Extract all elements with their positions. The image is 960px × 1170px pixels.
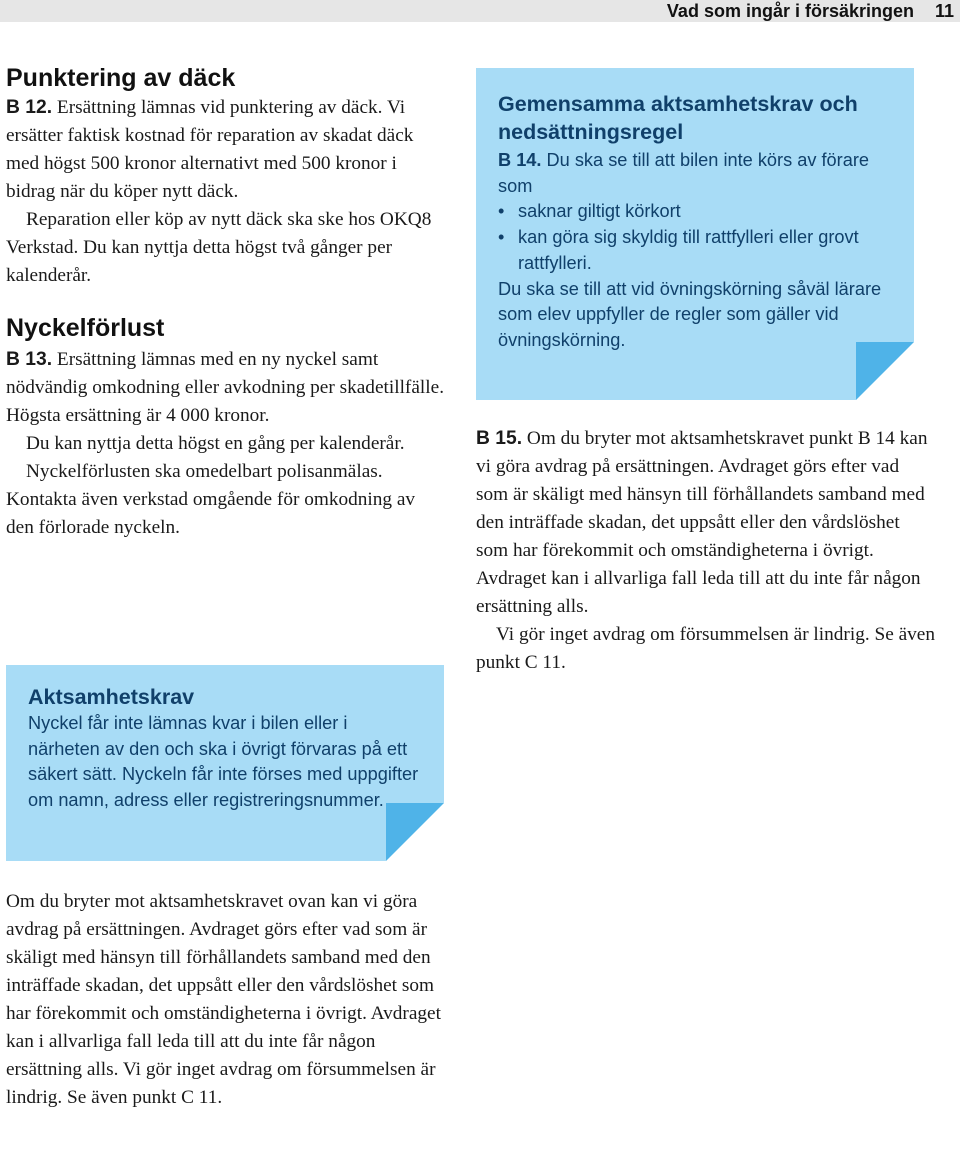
paragraph-b15-2: Vi gör inget avdrag om försummelsen är lindrig. Se även punkt C 11. — [476, 624, 935, 673]
paragraph-nyckel-2: Du kan nyttja detta högst en gång per kalenderår. — [26, 433, 405, 454]
heading-nyckelforlust: Nyckelförlust — [6, 314, 165, 342]
page-fold-corner — [856, 342, 914, 400]
list-item — [498, 225, 894, 276]
section-title: Vad som ingår i försäkringen — [666, 1, 914, 21]
clause-number-b15: B 15. — [476, 428, 523, 449]
clause-text-b15: Om du bryter mot aktsamhetskravet punkt B 14 kan vi göra avdrag på ersättningen. Avdraget görs efter vad som är skäligt med hänsyn till förhållandets samband med den inträffade skadan, det uppsått eller den vårdslöshet som har förekommit och omständigheterna i övrigt. Avdraget kan i allvarliga fall leda till att du inte får någon ersättning alls. — [476, 428, 928, 617]
page-fold-corner — [386, 803, 444, 861]
bullet-icon: • — [498, 201, 505, 222]
clause-number-b13: B 13. — [6, 349, 53, 370]
page-number: 11 — [934, 1, 954, 21]
paragraph-b14 — [498, 148, 894, 199]
paragraph-nyckel-3: Nyckelförlusten ska omedelbart polisanmälas. Kontakta även verkstad omgående för omkodning av den förlorade nyckeln. — [6, 461, 416, 538]
aktsamhet-consequence-block — [6, 888, 446, 1112]
list-item-text: saknar giltigt körkort — [518, 201, 681, 222]
aktsamhetskrav-box — [6, 665, 444, 861]
page-header — [0, 0, 960, 22]
clause-text-b12: Ersättning lämnas vid punktering av däck. Vi ersätter faktisk kostnad för reparation av skadat däck med högst 500 kronor alternativt med 500 kronor i bidrag när du köper nytt däck. — [6, 97, 414, 202]
driver-requirements-list — [498, 199, 894, 276]
right-column — [476, 425, 936, 677]
clause-number-b14: B 14. — [498, 150, 542, 170]
clause-number-b12: B 12. — [6, 97, 53, 118]
clause-text-b14: Du ska se till att bilen inte körs av förare som — [498, 150, 870, 196]
gemensamma-aktsamhetskrav-box — [476, 68, 914, 400]
list-item — [498, 199, 894, 225]
heading-punktering: Punktering av däck — [6, 64, 236, 92]
aktsamhetskrav-heading: Aktsamhetskrav — [28, 685, 195, 709]
clause-text-b13: Ersättning lämnas med en ny nyckel samt nödvändig omkodning eller avkodning per skadetillfälle. Högsta ersättning är 4 000 kronor. — [6, 349, 445, 426]
aktsamhetskrav-text: Nyckel får inte lämnas kvar i bilen eller i närheten av den och ska i övrigt förvaras på ett säkert sätt. Nyckeln får inte förses med uppgifter om namn, adress eller registreringsnummer. — [28, 713, 419, 811]
paragraph-b12 — [6, 94, 446, 206]
ovningskorning-text: Du ska se till att vid övningskörning såväl lärare som elev uppfyller de regler som gäller vid övningskörning. — [498, 278, 882, 350]
left-column — [6, 62, 446, 542]
paragraph-b13 — [6, 346, 446, 430]
paragraph-punktering-2: Reparation eller köp av nytt däck ska ske hos OKQ8 Verkstad. Du kan nyttja detta högst två gånger per kalenderår. — [6, 209, 432, 286]
aktsamhet-consequence-text: Om du bryter mot aktsamhetskravet ovan kan vi göra avdrag på ersättningen. Avdraget görs efter vad som är skäligt med hänsyn till förhållandets samband med den inträffade skadan, det uppsått eller den vårdslöshet som har förekommit och omständigheterna i övrigt. Avdraget kan i allvarliga fall leda till att du inte får någon ersättning alls. Vi gör inget avdrag om försummelsen är lindrig. Se även punkt C 11. — [6, 891, 441, 1108]
gemensamma-heading: Gemensamma aktsamhetskrav och nedsättningsregel — [498, 92, 858, 144]
bullet-icon: • — [498, 227, 505, 248]
list-item-text: kan göra sig skyldig till rattfylleri eller grovt rattfylleri. — [518, 227, 859, 273]
paragraph-b15 — [476, 425, 936, 621]
